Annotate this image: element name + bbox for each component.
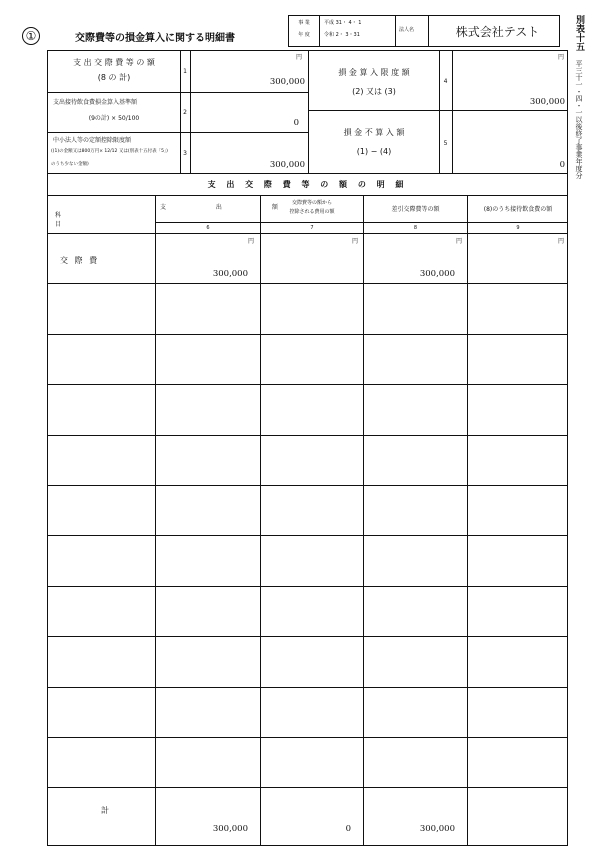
- r5-sub: (1) − (4): [356, 147, 392, 156]
- r2-num: 2: [183, 109, 187, 116]
- r4-label: 損 金 算 入 限 度 額: [338, 68, 410, 77]
- form-number: ①: [22, 27, 40, 45]
- row-c8-value[interactable]: 300,000: [419, 269, 455, 279]
- row-divider: [47, 283, 568, 284]
- row-subject: 交 際 費: [60, 256, 100, 265]
- row-divider: [47, 787, 568, 788]
- r5-label: 損 金 不 算 入 額: [343, 128, 405, 137]
- yen-mark: 円: [352, 238, 359, 245]
- col8-label: 差引交際費等の額: [391, 206, 440, 213]
- r1-num: 1: [183, 68, 187, 75]
- r2-label: 支出接待飲食費損金算入基準額: [53, 99, 138, 106]
- r4-num: 4: [443, 78, 448, 85]
- r3-sub2: のうち少ない金額): [51, 162, 89, 167]
- r4-yen: 円: [558, 54, 565, 61]
- yen-mark: 円: [248, 238, 255, 245]
- r5-num: 5: [443, 140, 448, 147]
- form-title: 交際費等の損金算入に関する明細書: [75, 33, 235, 44]
- row-divider: [47, 586, 568, 587]
- r1-yen: 円: [296, 54, 303, 61]
- r2-sub: (9の計) × 50/100: [88, 115, 140, 122]
- side-label-top: 別表十五: [574, 15, 584, 51]
- r3-value[interactable]: 300,000: [269, 160, 305, 170]
- r1-value[interactable]: 300,000: [269, 77, 305, 87]
- col9-num: 9: [516, 225, 520, 231]
- corp-name: 株式会社テスト: [455, 25, 540, 39]
- r3-num: 3: [183, 150, 187, 157]
- yen-mark: 円: [456, 238, 463, 245]
- total-c8-value[interactable]: 300,000: [419, 824, 455, 834]
- row-divider: [47, 485, 568, 486]
- row-divider: [47, 636, 568, 637]
- r4-value[interactable]: 300,000: [529, 97, 565, 107]
- col7-num: 7: [310, 225, 314, 231]
- r3-sub1: ((1)の金額又は800万円× 12/12 又は(別表十五付表「5」): [51, 149, 168, 154]
- period-end: 令和 2・ 3・31: [324, 32, 360, 38]
- total-c7-value[interactable]: 0: [345, 824, 351, 834]
- row-divider: [47, 334, 568, 335]
- r4-sub: (2) 又は (3): [352, 87, 396, 96]
- col7-label-1: 交際費等の額から: [291, 200, 332, 206]
- detail-heading: 支 出 交 際 費 等 の 額 の 明 細: [207, 180, 408, 189]
- period-label-top: 事 業: [298, 20, 310, 26]
- yen-mark: 円: [558, 238, 565, 245]
- col6-num: 6: [206, 225, 210, 231]
- col9-label: (8)のうち接待飲食費の額: [483, 206, 553, 213]
- col6-label: 支 出 額: [160, 204, 302, 211]
- period-label-bottom: 年 度: [298, 32, 310, 38]
- r3-label: 中小法人等の定額控除限度額: [53, 137, 132, 144]
- r5-value[interactable]: 0: [559, 160, 565, 170]
- corp-label: 法人名: [399, 27, 415, 33]
- row-divider: [47, 535, 568, 536]
- r1-label: 支 出 交 際 費 等 の 額: [73, 58, 155, 67]
- period-start: 平成 31・ 4・ 1: [324, 20, 362, 26]
- total-c6-value[interactable]: 300,000: [212, 824, 248, 834]
- col8-num: 8: [413, 225, 418, 231]
- r1-sub: (8 の 計): [97, 73, 131, 82]
- side-label-bottom: 平三十一・四・一以後終了事業年度分: [575, 60, 583, 179]
- row-divider: [47, 384, 568, 385]
- col-kamoku: 科 目: [55, 212, 110, 228]
- row-divider: [47, 737, 568, 738]
- r2-value[interactable]: 0: [293, 118, 299, 128]
- col7-label-2: 控除される費用の額: [289, 209, 335, 215]
- row-c6-value[interactable]: 300,000: [212, 269, 248, 279]
- row-divider: [47, 687, 568, 688]
- row-divider: [47, 435, 568, 436]
- total-label: 計: [101, 806, 109, 815]
